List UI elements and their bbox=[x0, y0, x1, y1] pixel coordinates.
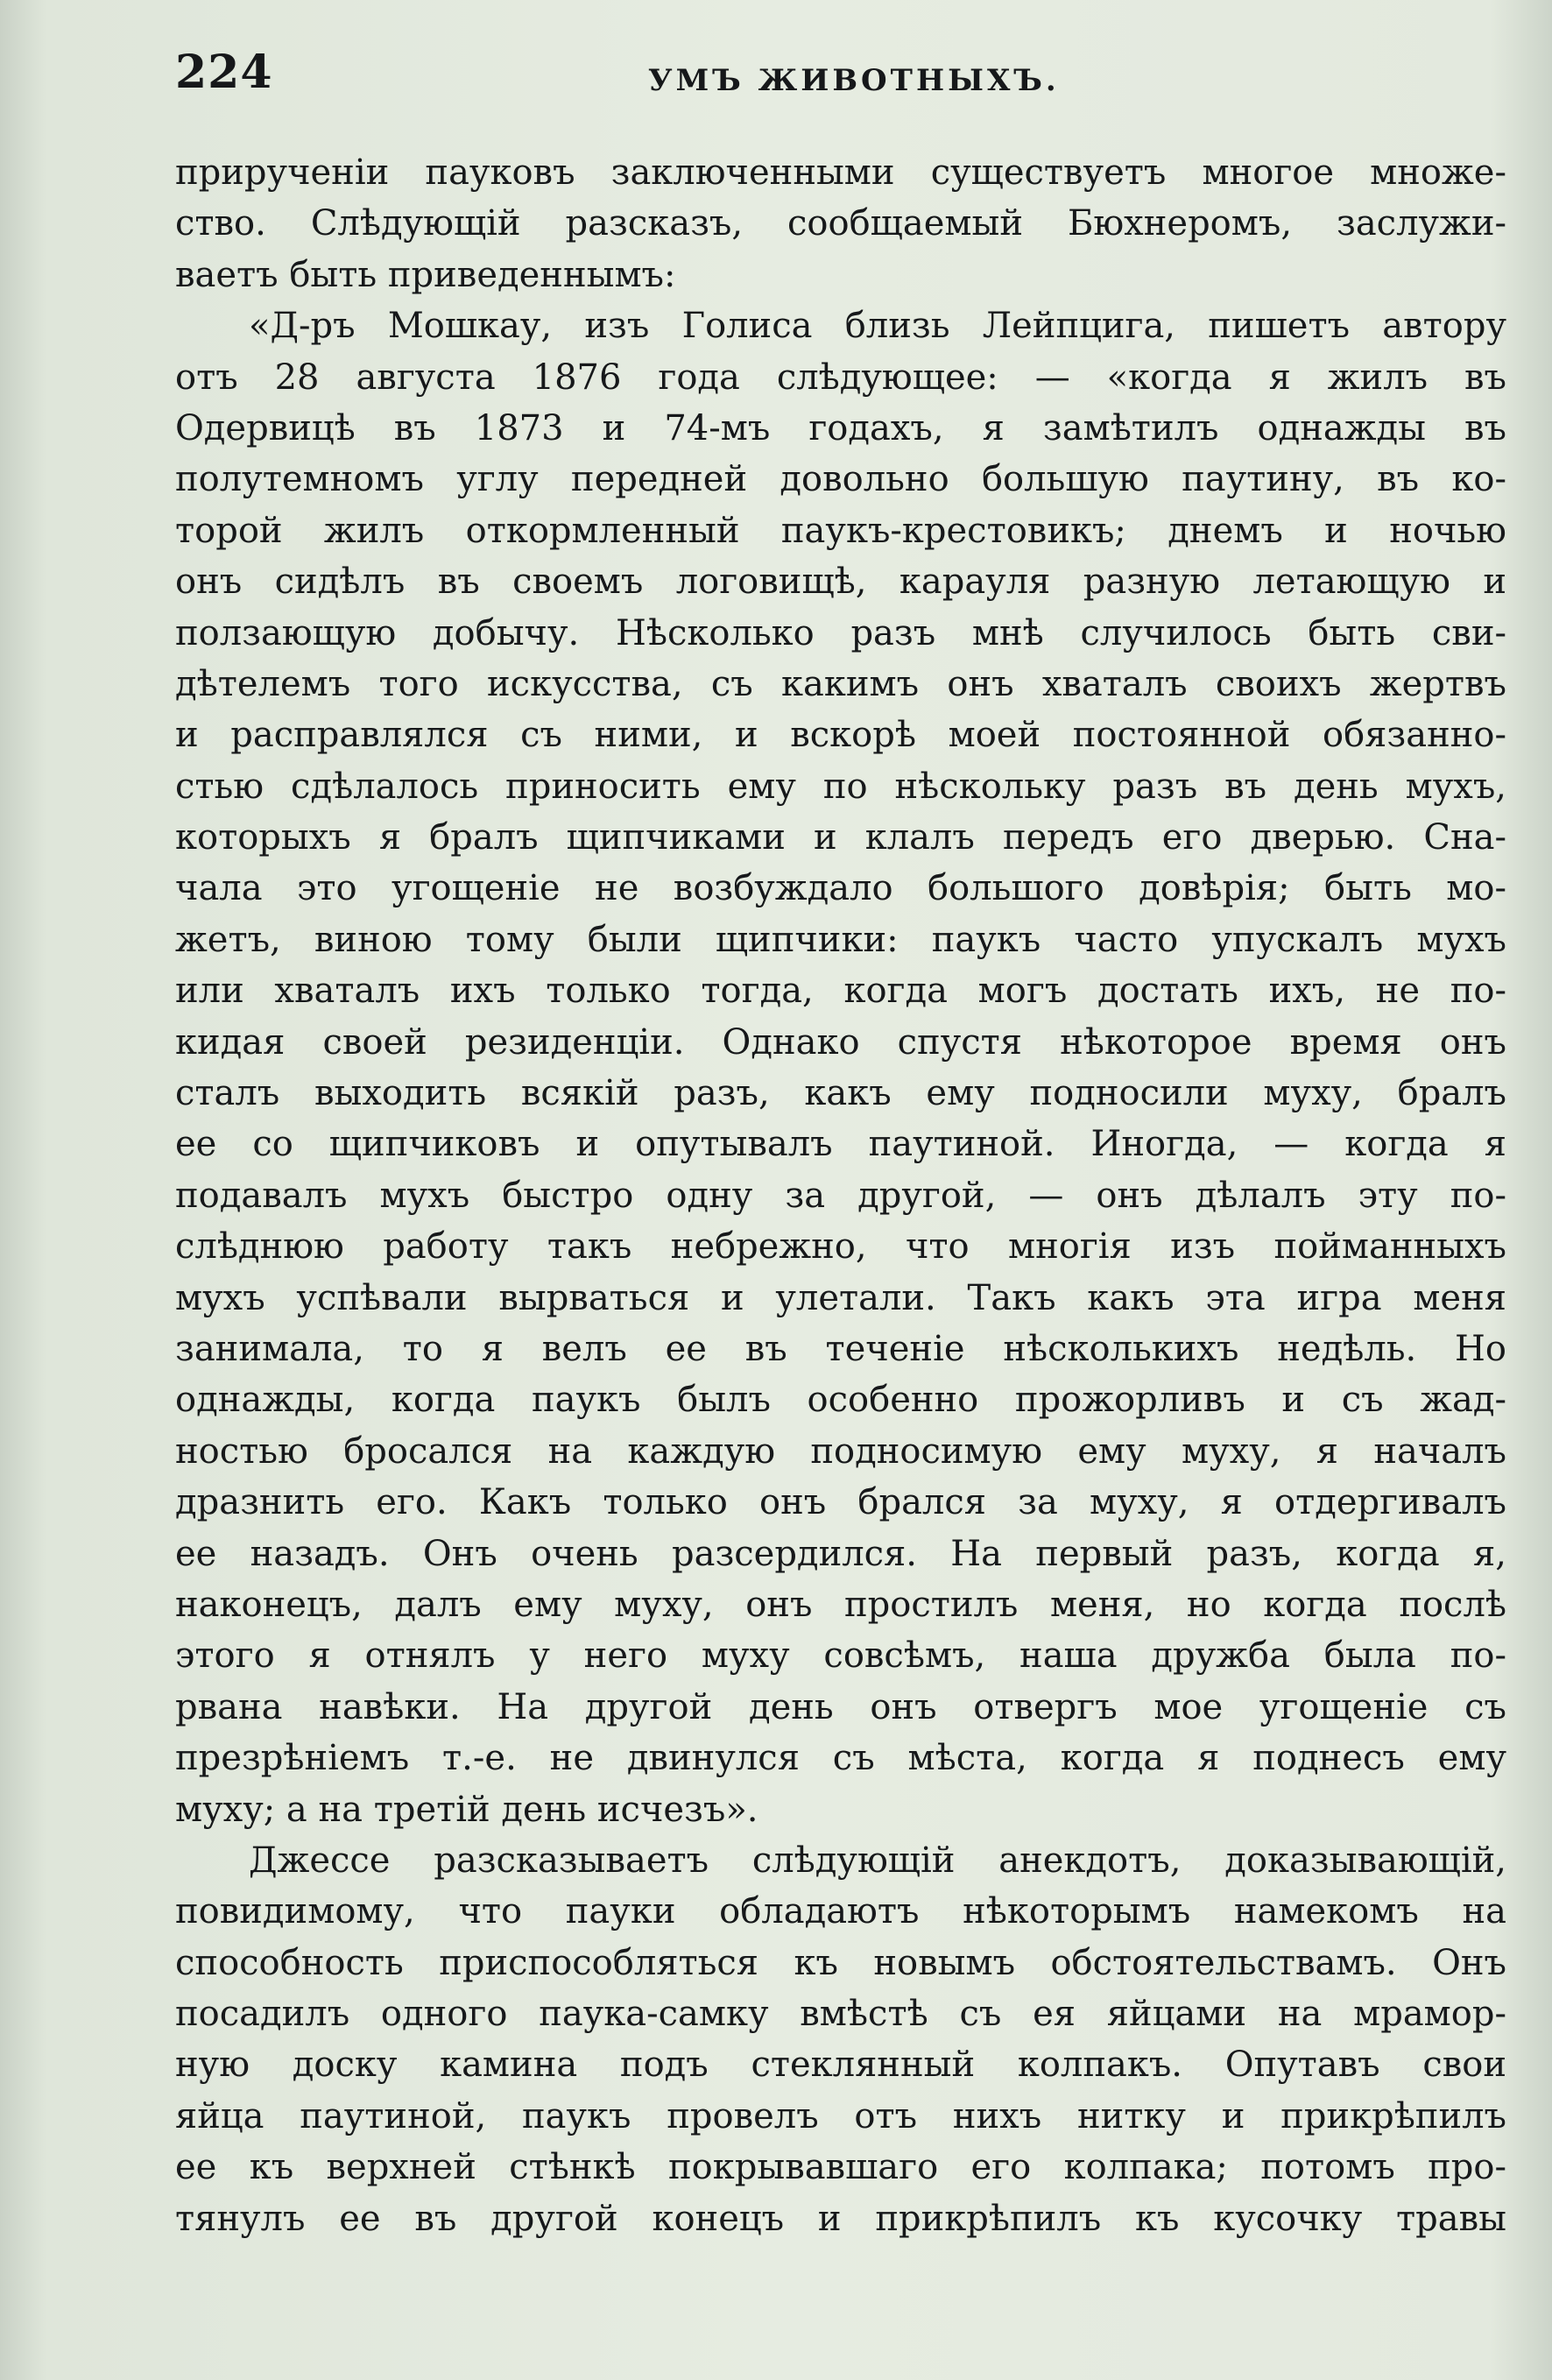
text-line: дѣтелемъ того искусства, съ какимъ онъ хваталъ своихъ жертвъ bbox=[175, 663, 1506, 704]
text-line: которыхъ я бралъ щипчиками и клалъ передъ его дверью. Сна- bbox=[175, 817, 1506, 858]
text-line: дразнить его. Какъ только онъ брался за муху, я отдергивалъ bbox=[175, 1482, 1506, 1523]
text-line: слѣднюю работу такъ небрежно, что многія изъ пойманныхъ bbox=[175, 1226, 1506, 1268]
text-line: подавалъ мухъ быстро одну за другой, — онъ дѣлалъ эту по- bbox=[175, 1175, 1506, 1216]
text-line: или хваталъ ихъ только тогда, когда могъ достать ихъ, не по- bbox=[175, 971, 1506, 1012]
text-line: яйца паутиной, паукъ провелъ отъ нихъ нитку и прикрѣпилъ bbox=[175, 2095, 1506, 2136]
text-line: повидимому, что пауки обладаютъ нѣкоторымъ намекомъ на bbox=[175, 1891, 1506, 1932]
text-line: однажды, когда паукъ былъ особенно прожорливъ и съ жад- bbox=[175, 1380, 1506, 1421]
text-line: этого я отнялъ у него муху совсѣмъ, наша дружба была по- bbox=[175, 1635, 1506, 1677]
text-line: ползающую добычу. Нѣсколько разъ мнѣ случилось быть сви- bbox=[175, 612, 1506, 653]
text-line: кидая своей резиденціи. Однако спустя нѣкоторое время онъ bbox=[175, 1021, 1506, 1063]
text-line: посадилъ одного паука-самку вмѣстѣ съ ея яйцами на мрамор- bbox=[175, 1994, 1506, 2035]
text-line: сталъ выходить всякій разъ, какъ ему подносили муху, бралъ bbox=[175, 1073, 1506, 1114]
page-number: 224 bbox=[175, 46, 273, 99]
text-line: тянулъ ее въ другой конецъ и прикрѣпилъ къ кусочку травы bbox=[175, 2198, 1506, 2239]
text-line: онъ сидѣлъ въ своемъ логовищѣ, карауля разную летающую и bbox=[175, 561, 1506, 603]
text-line: ностью бросался на каждую подносимую ему муху, я началъ bbox=[175, 1430, 1506, 1472]
text-line: стью сдѣлалось приносить ему по нѣскольку разъ въ день мухъ, bbox=[175, 766, 1506, 807]
text-line: ее къ верхней стѣнкѣ покрывавшаго его колпака; потомъ про- bbox=[175, 2147, 1506, 2188]
text-line: муху; а на третій день исчезъ». bbox=[175, 1789, 758, 1830]
text-line: полутемномъ углу передней довольно большую паутину, въ ко- bbox=[175, 459, 1506, 500]
text-line: презрѣніемъ т.-е. не двинулся съ мѣста, когда я поднесъ ему bbox=[175, 1738, 1506, 1779]
page-header bbox=[175, 46, 1506, 107]
text-line: торой жилъ откормленный паукъ-крестовикъ; днемъ и ночью bbox=[175, 510, 1506, 551]
text-line: ее со щипчиковъ и опутывалъ паутиной. Иногда, — когда я bbox=[175, 1124, 1506, 1165]
text-line: чала это угощеніе не возбуждало большого довѣрія; быть мо- bbox=[175, 868, 1506, 909]
text-line: ство. Слѣдующій разсказъ, сообщаемый Бюхнеромъ, заслужи- bbox=[175, 203, 1506, 244]
text-line: ее назадъ. Онъ очень разсердился. На первый разъ, когда я, bbox=[175, 1533, 1506, 1574]
text-line: ваетъ быть приведеннымъ: bbox=[175, 254, 676, 295]
text-line: Одервицѣ въ 1873 и 74-мъ годахъ, я замѣтилъ однажды въ bbox=[175, 407, 1506, 448]
text-line: занимала, то я велъ ее въ теченіе нѣсколькихъ недѣль. Но bbox=[175, 1328, 1506, 1369]
text-line: «Д-ръ Мошкау, изъ Голиса близь Лейпцига, пишетъ автору bbox=[249, 306, 1506, 347]
text-line: ную доску камина подъ стеклянный колпакъ. Опутавъ свои bbox=[175, 2045, 1506, 2086]
text-line: отъ 28 августа 1876 года слѣдующее: — «когда я жилъ въ bbox=[175, 357, 1506, 398]
text-line: мухъ успѣвали вырваться и улетали. Такъ какъ эта игра меня bbox=[175, 1277, 1506, 1318]
text-line: жетъ, виною тому были щипчики: паукъ часто упускалъ мухъ bbox=[175, 919, 1506, 960]
text-line: рвана навѣки. На другой день онъ отвергъ мое угощеніе съ bbox=[175, 1686, 1506, 1727]
text-line: наконецъ, далъ ему муху, онъ простилъ меня, но когда послѣ bbox=[175, 1584, 1506, 1625]
body-text bbox=[175, 147, 1506, 2244]
text-line: способность приспособляться къ новымъ обстоятельствамъ. Онъ bbox=[175, 1942, 1506, 1983]
text-line: и расправлялся съ ними, и вскорѣ моей постоянной обязанно- bbox=[175, 715, 1506, 756]
text-line: Джессе разсказываетъ слѣдующій анекдотъ, доказывающій, bbox=[249, 1840, 1506, 1881]
text-line: прирученіи пауковъ заключенными существуетъ многое множе- bbox=[175, 152, 1506, 193]
running-title: УМЪ ЖИВОТНЫХЪ. bbox=[648, 63, 1060, 98]
